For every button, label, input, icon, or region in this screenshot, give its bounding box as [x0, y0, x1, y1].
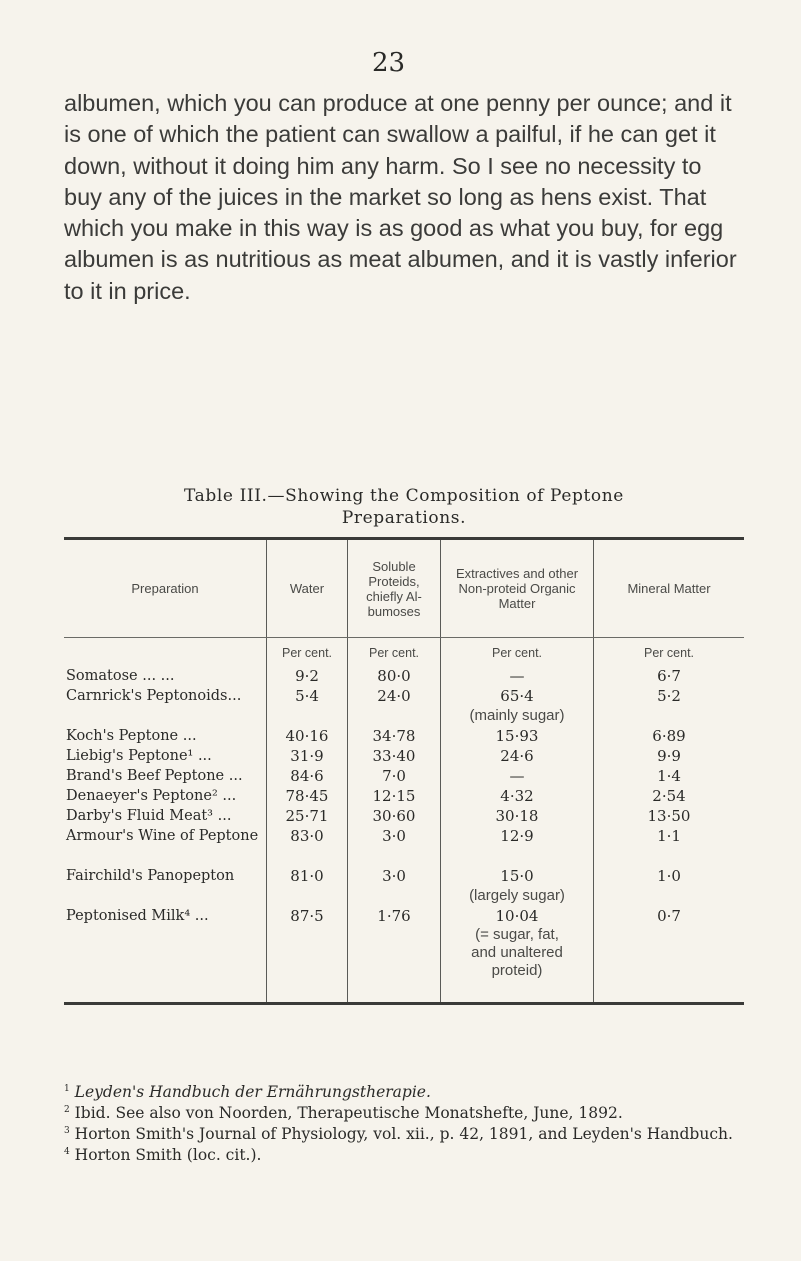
footnote-2 [64, 1103, 754, 1124]
table-header-row [64, 540, 744, 637]
mineral-value: 1·1 [657, 827, 681, 845]
mineral-value: 1·0 [657, 867, 681, 885]
proteids-value: 30·60 [372, 807, 416, 825]
preparation-name: Liebig's Peptone¹ ... [66, 748, 212, 764]
footnote-text: Leyden's Handbuch der Ernährungstherapie. [74, 1083, 431, 1101]
proteids-value: 1·76 [377, 907, 411, 925]
mineral-value: 5·2 [657, 687, 681, 705]
footnote-mark: 1 [64, 1083, 70, 1094]
water-value: 83·0 [290, 827, 324, 845]
composition-table [64, 537, 744, 1005]
mineral-value: 2·54 [652, 787, 686, 805]
column-water [266, 638, 347, 1002]
table-caption [64, 485, 744, 529]
footnote-text: Horton Smith (loc. cit.). [74, 1146, 262, 1164]
header-preparation: Preparation [131, 581, 199, 596]
preparation-name: Darby's Fluid Meat³ ... [66, 808, 232, 824]
proteids-value: 33·40 [372, 747, 416, 765]
preparation-name: Denaeyer's Peptone² ... [66, 788, 237, 804]
extractives-value: 10·04 [495, 907, 539, 925]
preparation-name: Koch's Peptone ... [66, 728, 197, 744]
footnote-text: Horton Smith's Journal of Physiology, vol. xii., p. 42, 1891, and Leyden's Handbuch. [74, 1125, 733, 1143]
proteids-value: 7·0 [382, 767, 406, 785]
proteids-value: 24·0 [377, 687, 411, 705]
proteids-value: 34·78 [372, 727, 416, 745]
water-value: 31·9 [290, 747, 324, 765]
column-mineral-matter [593, 638, 744, 1002]
body-paragraph: albumen, which you can produce at one penny per ounce; and it is one of which the patient can swallow a pailful, if he can get it down, without it doing him any harm. So I see no necessity to buy any of the juices in the market so long as hens exist. That which you make in this way is as good as what you buy, for egg albumen is as nutritious as meat albumen, and it is vastly inferior to it in price. [64, 90, 737, 304]
mineral-value: 9·9 [657, 747, 681, 765]
footnote-1 [64, 1082, 754, 1103]
extractives-value: 12·9 [500, 827, 534, 845]
footnotes [64, 1082, 754, 1166]
extractives-value: — [509, 667, 525, 685]
extractives-value: 15·93 [495, 727, 539, 745]
extractives-value: 24·6 [500, 747, 534, 765]
header-extractives: Extractives and other Non-proteid Organic Matter [440, 540, 593, 637]
preparation-name: Somatose ... ... [66, 668, 175, 684]
mineral-value: 6·7 [657, 667, 681, 685]
header-water: Water [266, 540, 347, 637]
unit-cell: Per cent. [368, 646, 420, 660]
unit-cell [64, 638, 266, 666]
header-mineral-matter: Mineral Matter [593, 540, 744, 637]
water-value: 25·71 [285, 807, 329, 825]
mineral-value: 0·7 [657, 907, 681, 925]
preparation-name: Fairchild's Panopepton [66, 868, 235, 884]
footnote-4 [64, 1145, 754, 1166]
footnote-mark: 4 [64, 1146, 70, 1157]
proteids-value: 3·0 [382, 867, 406, 885]
table-caption-line-2: Preparations. [341, 508, 467, 528]
page-number: 23 [372, 48, 406, 78]
water-value: 84·6 [290, 767, 324, 785]
mineral-value: 13·50 [647, 807, 691, 825]
preparation-name: Brand's Beef Peptone ... [66, 768, 243, 784]
extractives-note: (= sugar, fat, and unaltered proteid) [471, 926, 563, 979]
proteids-value: 12·15 [372, 787, 416, 805]
mineral-value: 6·89 [652, 727, 686, 745]
water-value: 81·0 [290, 867, 324, 885]
water-value: 78·45 [285, 787, 329, 805]
preparation-name: Carnrick's Peptonoids... [66, 688, 242, 704]
footnote-mark: 3 [64, 1125, 70, 1136]
extractives-value: 65·4 [500, 687, 534, 705]
proteids-value: 3·0 [382, 827, 406, 845]
mineral-value: 1·4 [657, 767, 681, 785]
preparation-name: Peptonised Milk⁴ ... [66, 908, 209, 924]
column-soluble-proteids [347, 638, 440, 1002]
extractives-value: 15·0 [500, 867, 534, 885]
extractives-value: 30·18 [495, 807, 539, 825]
table-caption-line-1: Table III.—Showing the Composition of Peptone [184, 486, 624, 506]
extractives-note: (largely sugar) [469, 887, 565, 904]
water-value: 9·2 [295, 667, 319, 685]
water-value: 5·4 [295, 687, 319, 705]
extractives-value: — [509, 767, 525, 785]
table-body [64, 638, 744, 1002]
proteids-value: 80·0 [377, 667, 411, 685]
extractives-value: 4·32 [500, 787, 534, 805]
unit-cell: Per cent. [491, 646, 543, 660]
water-value: 87·5 [290, 907, 324, 925]
footnote-text: Ibid. See also von Noorden, Therapeutische Monatshefte, June, 1892. [74, 1104, 623, 1122]
table-bottom-rule [64, 1002, 744, 1005]
unit-cell: Per cent. [281, 646, 333, 660]
header-soluble-proteids: Soluble Proteids, chiefly Al-bumoses [347, 540, 440, 637]
extractives-note: (mainly sugar) [469, 707, 565, 724]
footnote-mark: 2 [64, 1104, 70, 1115]
unit-cell: Per cent. [643, 646, 695, 660]
preparation-name: Armour's Wine of Peptone [66, 828, 259, 844]
water-value: 40·16 [285, 727, 329, 745]
column-extractives [440, 638, 593, 1002]
footnote-3 [64, 1124, 754, 1145]
column-preparation [64, 638, 266, 1002]
